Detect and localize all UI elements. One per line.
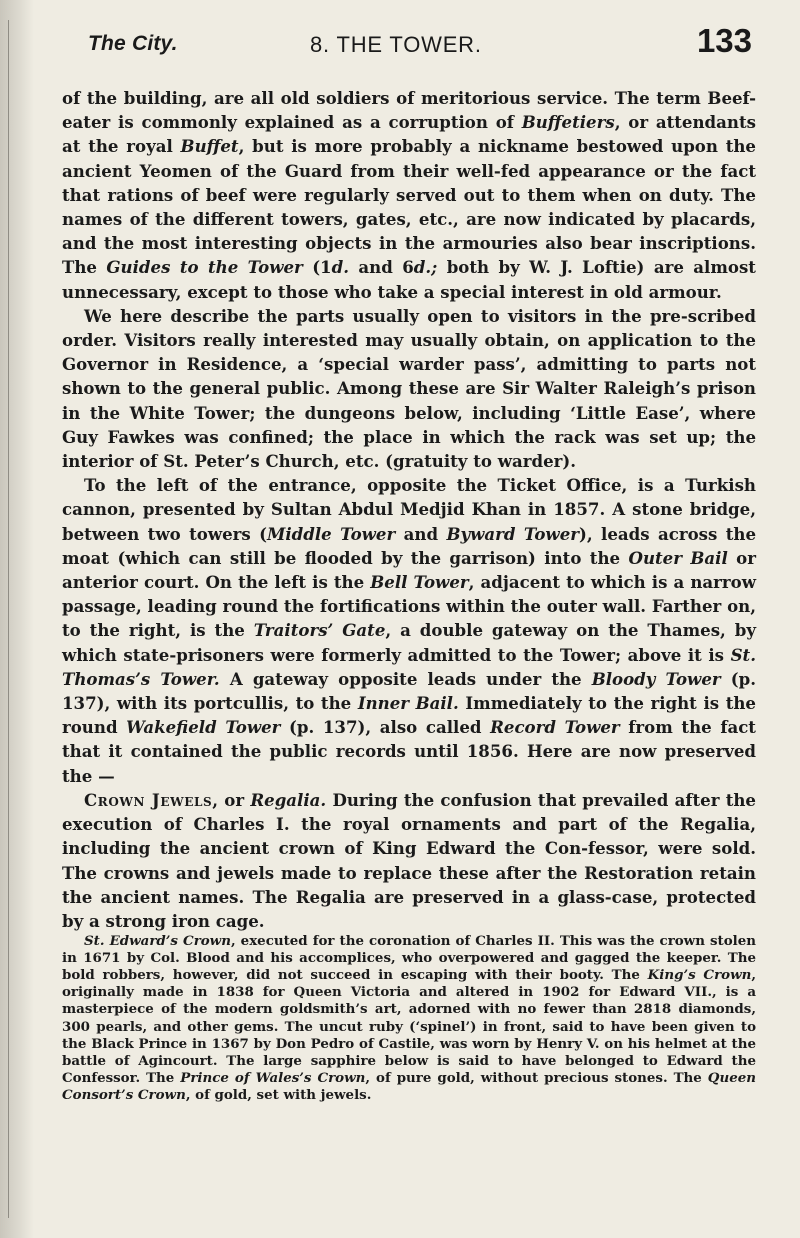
paragraph-crown-jewels: Crown Jewels, or Regalia. During the confusion that prevailed after the execution of Charles I. the royal ornaments and part of the Regalia, including the ancient crown of King Edward the Con-fessor, were sold. The crowns and jewels made to replace these after the Restoration retain the ancient names. The Regalia are preserved in a glass-case, protected by a strong iron cage. [62,789,756,931]
page-number: 133 [696,22,752,59]
running-head-left: The City. [88,32,178,55]
page-header [88,18,752,68]
paragraph-entrance: To the left of the entrance, opposite the Ticket Office, is a Turkish cannon, presented by Sultan Abdul Medjid Khan in 1857. A stone bridge, between two towers (Middle Tower and Byward Tower), leads across the moat (which can still be flooded by the garrison) into the Outer Bail or anterior court. On the left is the Bell Tower, adjacent to which is a narrow passage, leading round the fortifications within the outer wall. Farther on, to the right, is the Traitors’ Gate, a double gateway on the Thames, by which state-prisoners were formerly admitted to the Tower; above it is St. Thomas’s Tower. A gateway opposite leads under the Bloody Tower (p. 137), with its portcullis, to the Inner Bail. Immediately to the right is the round Wakefield Tower (p. 137), also called Record Tower from the fact that it contained the public records until 1856. Here are now preserved the — [62,475,757,786]
page-body [62,86,756,1104]
page-binding-edge [0,0,34,1238]
chapter-title: 8. THE TOWER. [310,32,482,57]
paragraph-visitor-order: We here describe the parts usually open to visitors in the pre-scribed order. Visitors really interested may usually obtain, on application to the Governor in Residence, a ‘special warder pass’, admitting to parts not shown to the general public. Among these are Sir Walter Raleigh’s prison in the White Tower; the dungeons below, including ‘Little Ease’, where Guy Fawkes was confined; the place in which the rack was set up; the interior of St. Peter’s Church, etc. (gratuity to warder). [62,305,756,472]
paragraph-beef-eaters: of the building, are all old soldiers of meritorious service. The term Beef-eater is commonly explained as a corruption of Buffetiers, or attendants at the royal Buffet, but is more probably a nickname bestowed upon the ancient Yeomen of the Guard from their well-fed appearance or the fact that rations of beef were regularly served out to them when on duty. The names of the different towers, gates, etc., are now indicated by placards, and the most interesting objects in the armouries also bear inscriptions. The Guides to the Tower (1d. and 6d.; both by W. J. Loftie) are almost unnecessary, except to those who take a special interest in old armour. [62,88,756,302]
paragraph-crowns-detail: St. Edward’s Crown, executed for the coronation of Charles II. This was the crown stolen in 1671 by Col. Blood and his accomplices, who overpowered and gagged the keeper. The bold robbers, however, did not succeed in escaping with their booty. The King’s Crown, originally made in 1838 for Queen Victoria and altered in 1902 for Edward VII., is a masterpiece of the modern goldsmith’s art, adorned with no fewer than 2818 diamonds, 300 pearls, and other gems. The uncut ruby (‘spinel’) in front, said to have been given to the Black Prince in 1367 by Don Pedro of Castile, was worn by Henry V. on his helmet at the battle of Agincourt. The large sapphire below is said to have belonged to Edward the Confessor. The Prince of Wales’s Crown, of pure gold, without precious stones. The Queen Consort’s Crown, of gold, set with jewels. [62,933,757,1103]
